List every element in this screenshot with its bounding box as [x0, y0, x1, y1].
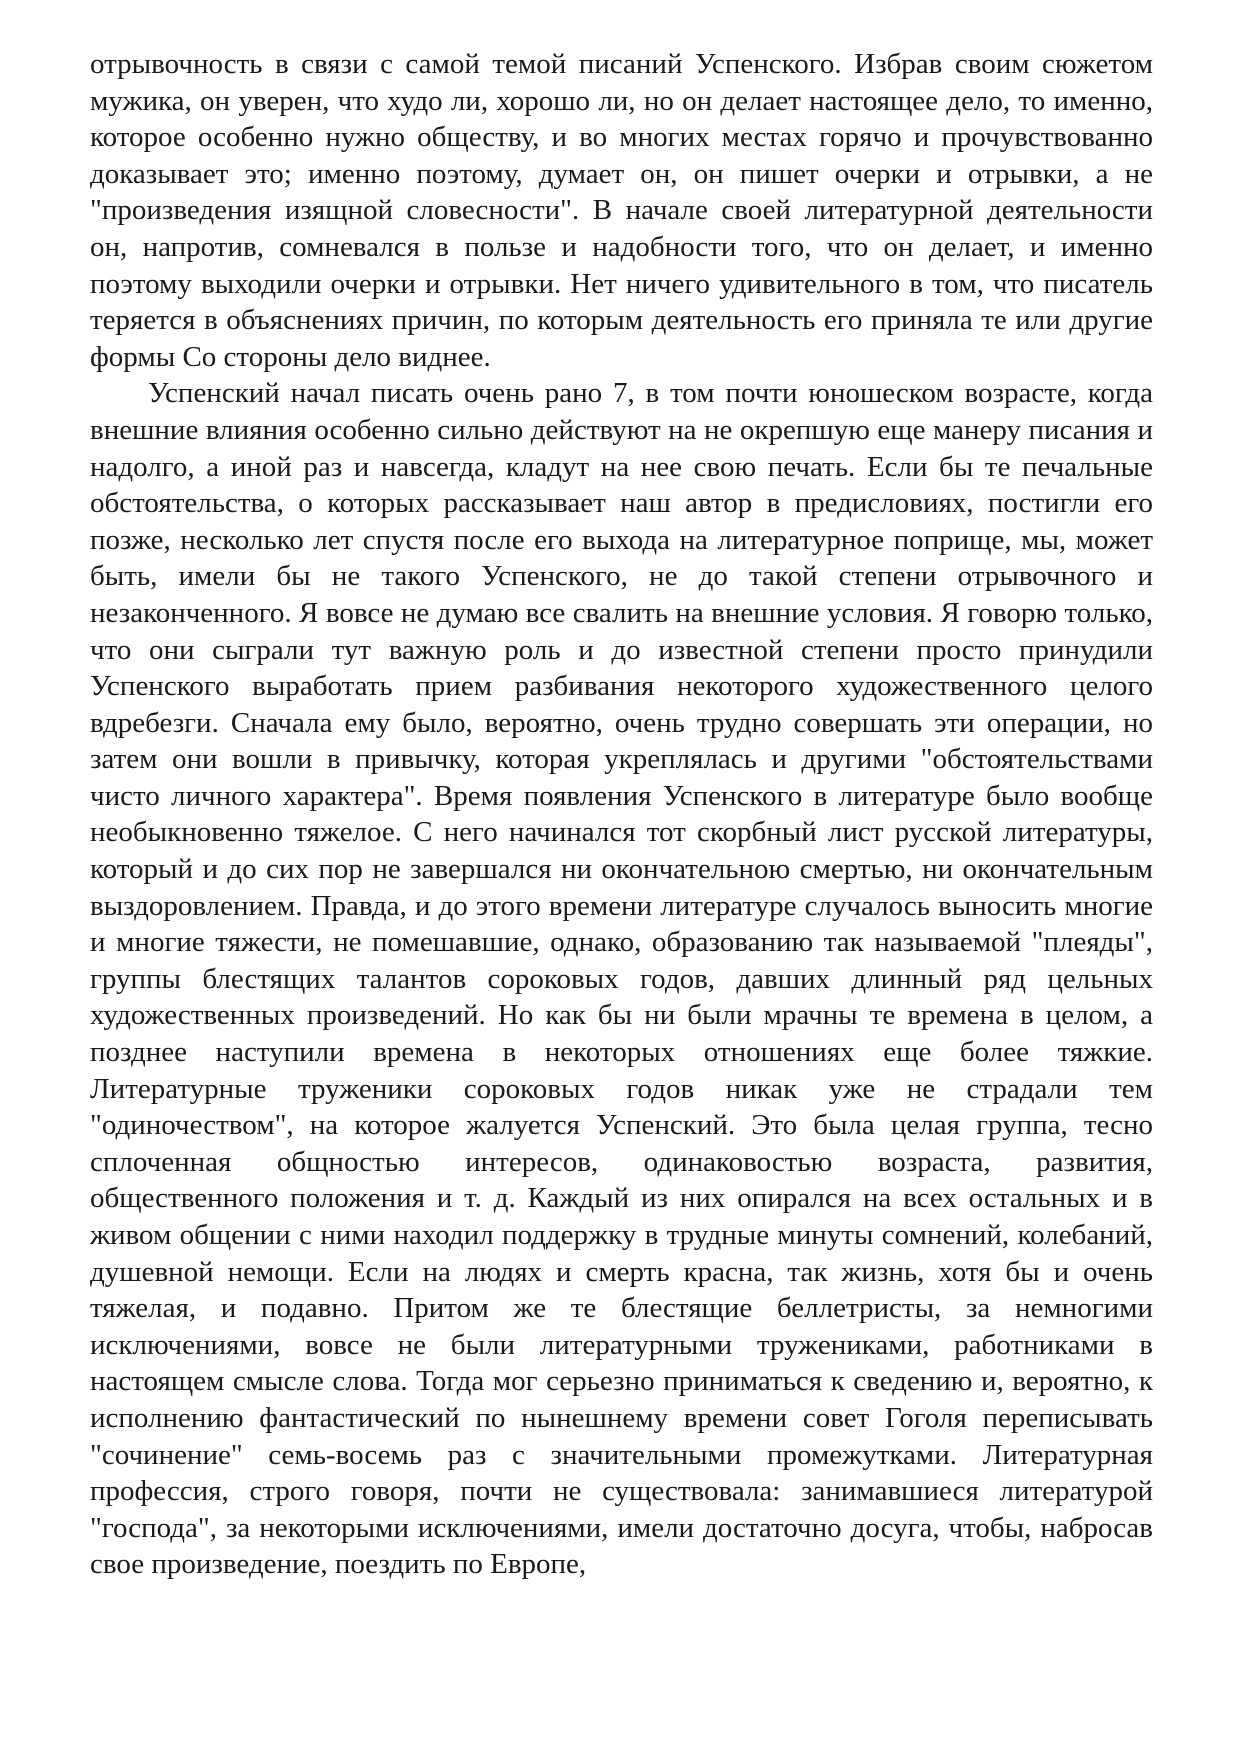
paragraph-2: Успенский начал писать очень рано 7, в том почти юношеском возрасте, когда внешние влияния особенно сильно действуют на не окрепшую еще манеру писания и надолго, а иной раз и навсегда, кладут на нее свою печать. Если бы те печальные обстоятельства, о которых рассказывает наш автор в предисловиях, постигли его позже, несколько лет спустя после его выхода на литературное поприще, мы, может быть, имели бы не такого Успенского, не до такой степени отрывочного и незаконченного. Я вовсе не думаю все свалить на внешние условия. Я говорю только, что они сыграли тут важную роль и до известной степени просто принудили Успенского выработать прием разбивания некоторого художественного целого вдребезги. Сначала ему было, вероятно, очень трудно совершать эти операции, но затем они вошли в привычку, которая укреплялась и другими "обстоятельствами чисто личного характера". Время появления Успенского в литературе было вообще необыкновенно тяжелое. С него начинался тот скорбный лист русской литературы, который и до сих пор не завершался ни окончательною смертью, ни окончательным выздоровлением. Правда, и до этого времени литературе случалось выносить многие и многие тяжести, не помешавшие, однако, образованию так называемой "плеяды", группы блестящих талантов сороковых годов, давших длинный ряд цельных художественных произведений. Но как бы ни были мрачны те времена в целом, а позднее наступили времена в некоторых отношениях еще более тяжкие. Литературные труженики сороковых годов никак уже не страдали тем "одиночеством", на которое жалуется Успенский. Это была целая группа, тесно сплоченная общностью интересов, одинаковостью возраста, развития, общественного положения и т. д. Каждый из них опирался на всех остальных и в живом общении с ними находил поддержку в трудные минуты сомнений, колебаний, душевной немощи. Если на людях и смерть красна, так жизнь, хотя бы и очень тяжелая, и подавно. Притом же те блестящие беллетристы, за немногими исключениями, вовсе не были литературными тружениками, работниками в настоящем смысле слова. Тогда мог серьезно приниматься к сведению и, вероятно, к исполнению фантастический по нынешнему времени совет Гоголя переписывать "сочинение" семь-восемь раз с значительными промежутками. Литературная профессия, строго говоря, почти не существовала: занимавшиеся литературой "господа", за некоторыми исключениями, имели достаточно досуга, чтобы, набросав свое произведение, поездить по Европе,	[90, 377, 1153, 1581]
document-page	[90, 46, 1153, 1726]
paragraph-1: отрывочность в связи с самой темой писаний Успенского. Избрав своим сюжетом мужика, он уверен, что худо ли, хорошо ли, но он делает настоящее дело, то именно, которое особенно нужно обществу, и во многих местах горячо и прочувствованно доказывает это; именно поэтому, думает он, он пишет очерки и отрывки, а не "произведения изящной словесности". В начале своей литературной деятельности он, напротив, сомневался в пользе и надобности того, что он делает, и именно поэтому выходили очерки и отрывки. Нет ничего удивительного в том, что писатель теряется в объяснениях причин, по которым деятельность его приняла те или другие формы Со стороны дело виднее.	[90, 48, 1153, 373]
